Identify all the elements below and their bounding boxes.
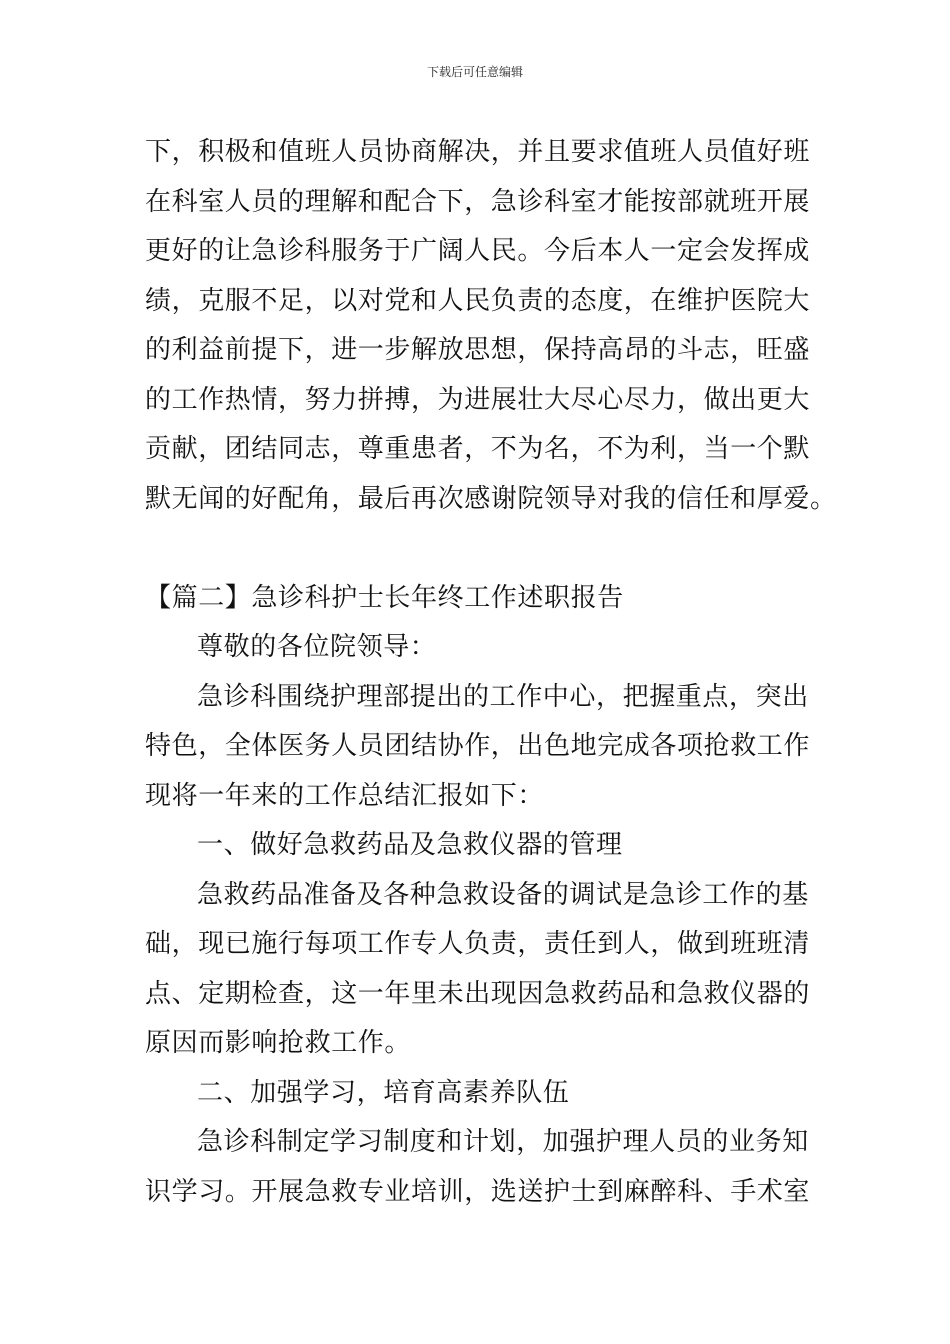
document-body	[145, 128, 837, 1217]
text-line: 急诊科制定学习制度和计划，加强护理人员的业务知	[197, 1127, 809, 1157]
text-line: 下，积极和值班人员协商解决，并且要求值班人员值好班	[145, 137, 811, 167]
text-line: 更好的让急诊科服务于广阔人民。今后本人一定会发挥成	[145, 236, 811, 266]
text-line: 急救药品准备及各种急救设备的调试是急诊工作的基	[197, 879, 809, 910]
page-header: 下载后可任意编辑	[426, 65, 523, 79]
text-line: 贡献，团结同志，尊重患者，不为名，不为利，当一个默	[145, 434, 811, 464]
text-line: 点、定期检查，这一年里未出现因急救药品和急救仪器的	[145, 978, 811, 1009]
section-heading: 一、做好急救药品及急救仪器的管理	[197, 830, 623, 860]
paragraph-gap	[145, 524, 810, 574]
section-title: 【篇二】急诊科护士长年终工作述职报告	[145, 582, 624, 613]
text-line: 现将一年来的工作总结汇报如下：	[145, 780, 545, 811]
text-line: 急诊科围绕护理部提出的工作中心，把握重点，突出	[197, 681, 809, 712]
text-line: 在科室人员的理解和配合下，急诊科室才能按部就班开展	[145, 186, 811, 217]
salutation: 尊敬的各位院领导：	[197, 632, 437, 662]
text-line: 的工作热情，努力拼搏，为进展壮大尽心尽力，做出更大	[145, 384, 811, 415]
text-line: 默无闻的好配角，最后再次感谢院领导对我的信任和厚爱。	[145, 483, 837, 514]
text-line: 础，现已施行每项工作专人负责，责任到人，做到班班清	[145, 929, 811, 959]
text-line: 识学习。开展急救专业培训，选送护士到麻醉科、手术室	[145, 1176, 811, 1207]
text-line: 的利益前提下，进一步解放思想，保持高昂的斗志，旺盛	[145, 335, 811, 365]
text-line: 原因而影响抢救工作。	[145, 1028, 412, 1058]
text-line: 绩，克服不足，以对党和人民负责的态度，在维护医院大	[145, 285, 811, 316]
text-line: 特色，全体医务人员团结协作，出色地完成各项抢救工作	[145, 731, 811, 761]
section-heading: 二、加强学习，培育高素养队伍	[197, 1077, 570, 1108]
